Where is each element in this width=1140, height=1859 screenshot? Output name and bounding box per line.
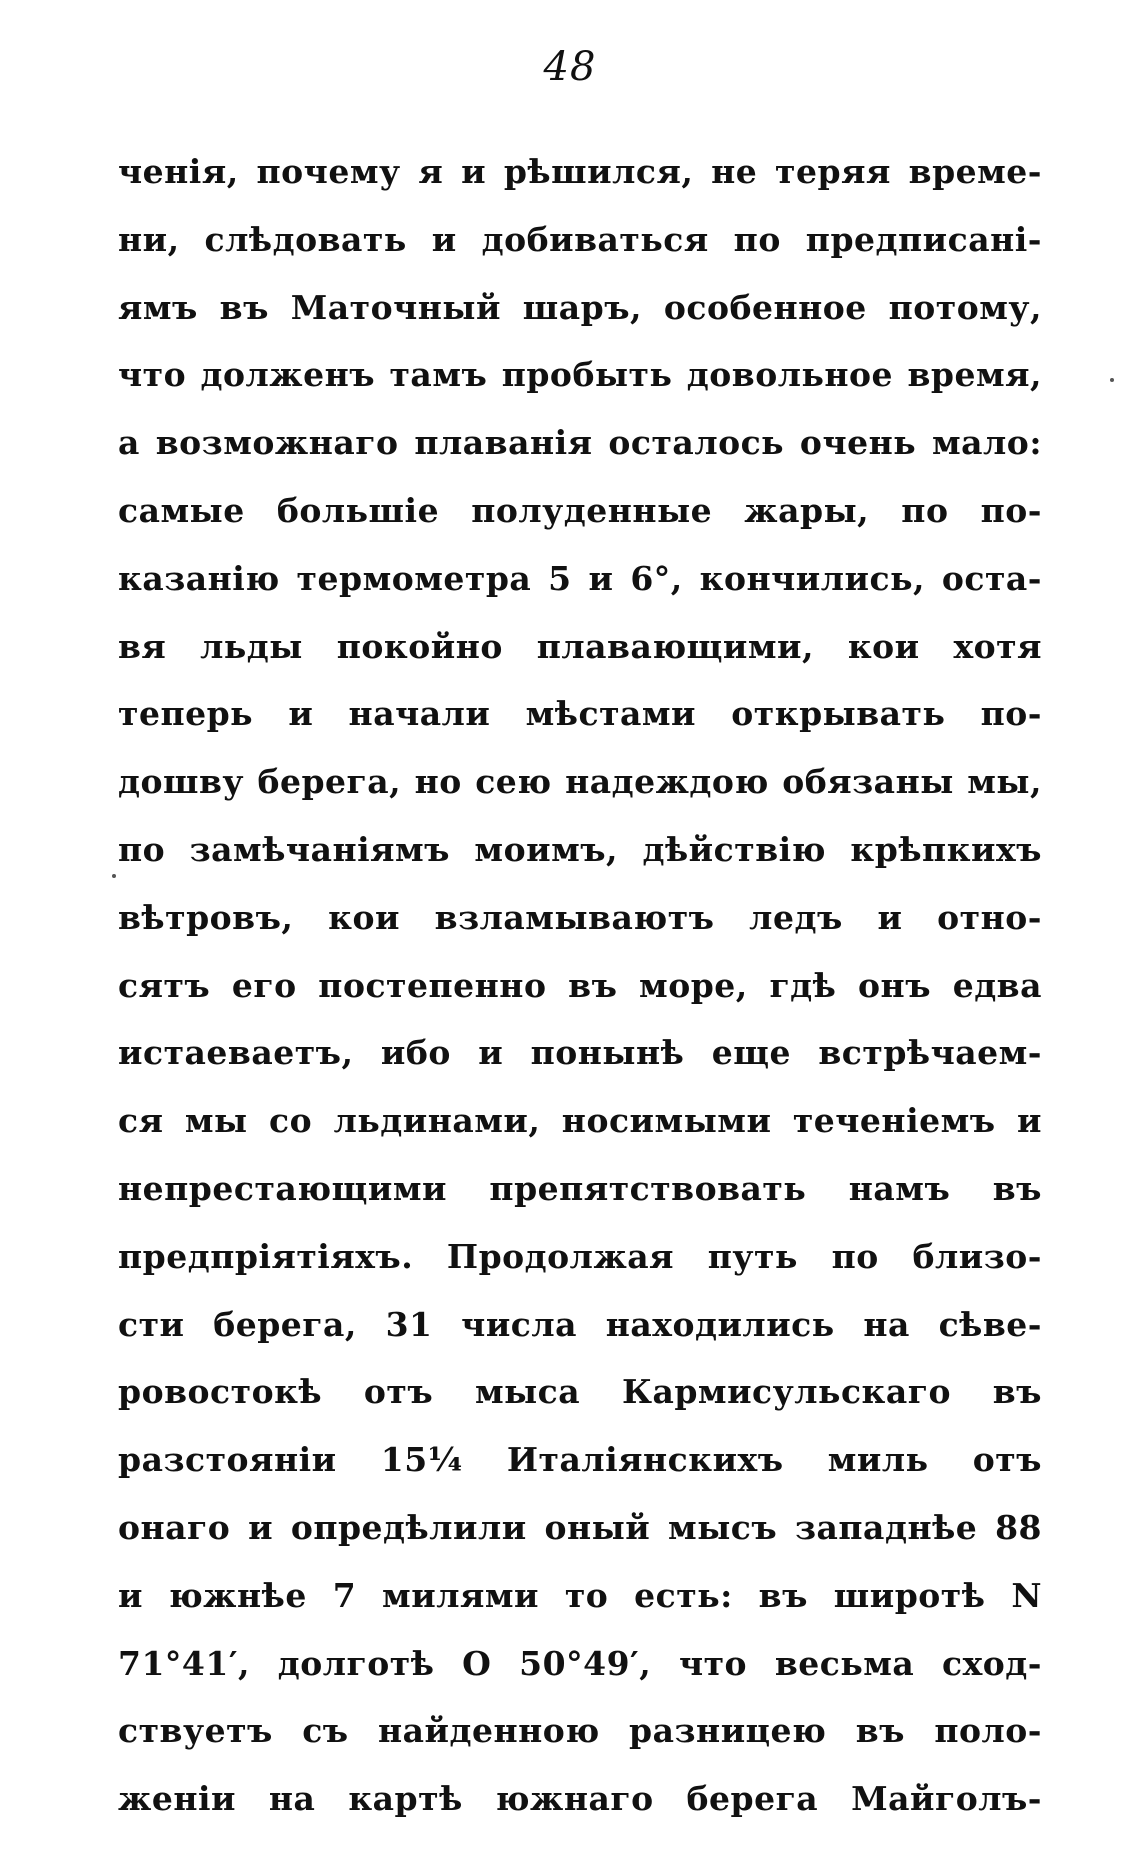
text-line: ствуетъ съ найденною разницею въ поло- [118, 1711, 1042, 1751]
text-line: теперь и начали мѣстами открывать по- [118, 694, 1042, 734]
text-line: вѣтровъ, кои взламываютъ ледъ и отно- [118, 897, 1042, 937]
text-line: вя льды покойно плавающими, кои хотя [118, 626, 1042, 666]
print-speck [1110, 378, 1114, 382]
text-line: ченія, почему я и рѣшился, не теряя време- [118, 152, 1042, 191]
text-line: сти берега, 31 числа находились на сѣве- [118, 1304, 1042, 1344]
text-line: по замѣчаніямъ моимъ, дѣйствію крѣпкихъ [118, 829, 1042, 869]
print-speck [112, 874, 116, 878]
text-line: ровостокѣ отъ мыса Кармисульскаго въ [118, 1372, 1042, 1412]
text-line: а возможнаго плаванія осталось очень мало: [118, 423, 1042, 463]
text-line: непрестающими препятствовать намъ въ [118, 1168, 1042, 1208]
body-text [118, 138, 1042, 1833]
page-number: 48 [543, 44, 597, 90]
text-line: сятъ его постепенно въ море, гдѣ онъ едва [118, 965, 1042, 1005]
text-line: истаеваетъ, ибо и понынѣ еще встрѣчаем- [118, 1033, 1042, 1073]
text-line: женіи на картѣ южнаго берега Майголъ- [118, 1779, 1042, 1819]
text-line: самые большіе полуденные жары, по по- [118, 490, 1042, 530]
text-line: что долженъ тамъ пробыть довольное время, [118, 355, 1042, 395]
text-line: предпріятіяхъ. Продолжая путь по близо- [118, 1236, 1042, 1276]
text-line: дошву берега, но сею надеждою обязаны мы, [118, 762, 1042, 802]
text-line: ямъ въ Маточный шаръ, особенное потому, [118, 287, 1042, 327]
text-line: казанію термометра 5 и 6°, кончились, оста- [118, 558, 1042, 598]
text-line: онаго и опредѣлили оный мысъ западнѣе 88 [118, 1507, 1042, 1547]
text-line: 71°41′, долготѣ O 50°49′, что весьма сход- [118, 1643, 1042, 1683]
text-line: ся мы со льдинами, носимыми теченіемъ и [118, 1101, 1042, 1141]
text-line: разстояніи 15¼ Италіянскихъ миль отъ [118, 1440, 1042, 1480]
text-line: и южнѣе 7 милями то есть: въ широтѣ N [118, 1575, 1042, 1615]
text-line: ни, слѣдовать и добиваться по предписані- [118, 219, 1042, 259]
